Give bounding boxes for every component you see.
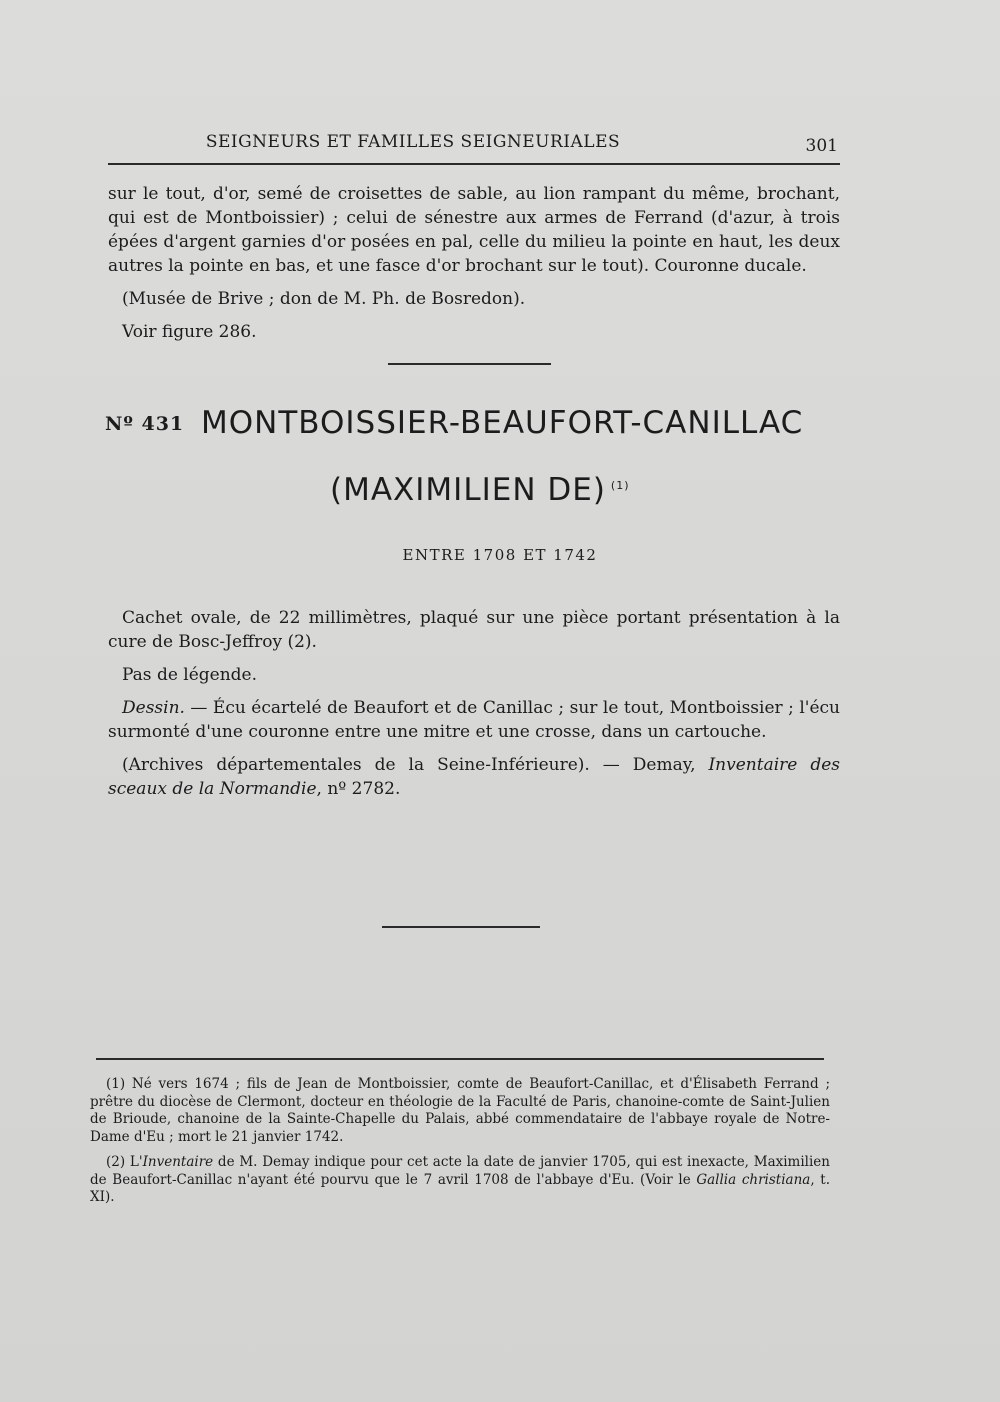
entry-number: Nº 431 xyxy=(105,413,185,435)
entry-name: MONTBOISSIER-BEAUFORT-CANILLAC xyxy=(201,405,804,441)
running-title: SEIGNEURS ET FAMILLES SEIGNEURIALES xyxy=(205,132,621,152)
entry-legend: Pas de légende. xyxy=(122,665,258,685)
entry-drawing xyxy=(108,696,840,744)
page-number: 301 xyxy=(805,136,838,156)
running-header xyxy=(108,132,838,160)
archive-text: (Archives départementales de la Seine-Inférieure). — Demay, xyxy=(122,755,709,775)
section-divider xyxy=(388,363,551,365)
archive-number: , nº 2782. xyxy=(316,779,401,799)
previous-entry-figure-ref: Voir figure 286. xyxy=(122,322,257,342)
section-end-divider xyxy=(382,926,540,928)
entry-archive xyxy=(108,753,840,801)
footnotes xyxy=(90,1076,830,1215)
header-rule xyxy=(108,163,840,165)
previous-entry-continuation xyxy=(108,182,840,353)
footnote-2-italic: Inventaire xyxy=(142,1154,214,1170)
footnote-2-part: (2) L' xyxy=(106,1154,143,1170)
previous-entry-paragraph: sur le tout, d'or, semé de croisettes de sable, au lion rampant du même, brochant, qui est de Montboissier) ; celui de sénestre aux armes de Ferrand (d'azur, à trois épées d'argent garnies d'or posées en pal, celle du milieu la pointe en haut, les deux autres la pointe en bas, et une fasce d'or brochant sur le tout). Couronne ducale. xyxy=(108,184,840,276)
footnote-2-part: de M. Demay indique pour cet acte la date de janvier 1705, qui est inexacte, Maximilien de Beaufort-Canillac n'ayant été pourvu que le 7 avril 1708 de l'abbaye d'Eu. (Voir le xyxy=(90,1154,830,1188)
footnote-2-citation: Gallia christiana xyxy=(696,1171,811,1188)
footnote-2-part: , t. XI). xyxy=(90,1171,830,1205)
entry-body xyxy=(108,606,840,810)
drawing-text: — Écu écartelé de Beaufort et de Canillac ; sur le tout, Montboissier ; l'écu surmonté d'une couronne entre une mitre et une crosse, dans un cartouche. xyxy=(108,698,840,742)
footnote-1: (1) Né vers 1674 ; fils de Jean de Montboissier, comte de Beaufort-Canillac, et d'Élisabeth Ferrand ; prêtre du diocèse de Clermont, docteur en théologie de la Faculté de Paris, chanoine-comte de Saint-Julien de Brioude, chanoine de la Sainte-Chapelle du Palais, abbé commendataire de l'abbaye royale de Notre-Dame d'Eu ; mort le 21 janvier 1742. xyxy=(90,1076,830,1145)
footnote-ref: (1) xyxy=(610,478,630,492)
entry-description: Cachet ovale, de 22 millimètres, plaqué sur une pièce portant présentation à la cure de Bosc-Jeffroy (2). xyxy=(108,608,840,652)
entry-subtitle xyxy=(330,472,630,508)
entry-subtitle-text: (MAXIMILIEN DE) xyxy=(330,472,606,508)
archive-title: Inventaire des sceaux de la Normandie xyxy=(108,755,840,799)
previous-entry-source: (Musée de Brive ; don de M. Ph. de Bosredon). xyxy=(122,289,526,309)
footnote-rule xyxy=(96,1058,824,1060)
entry-heading xyxy=(105,405,845,449)
entry-dates: ENTRE 1708 ET 1742 xyxy=(402,546,598,564)
footnote-2 xyxy=(90,1154,830,1207)
drawing-label: Dessin. xyxy=(122,698,185,718)
